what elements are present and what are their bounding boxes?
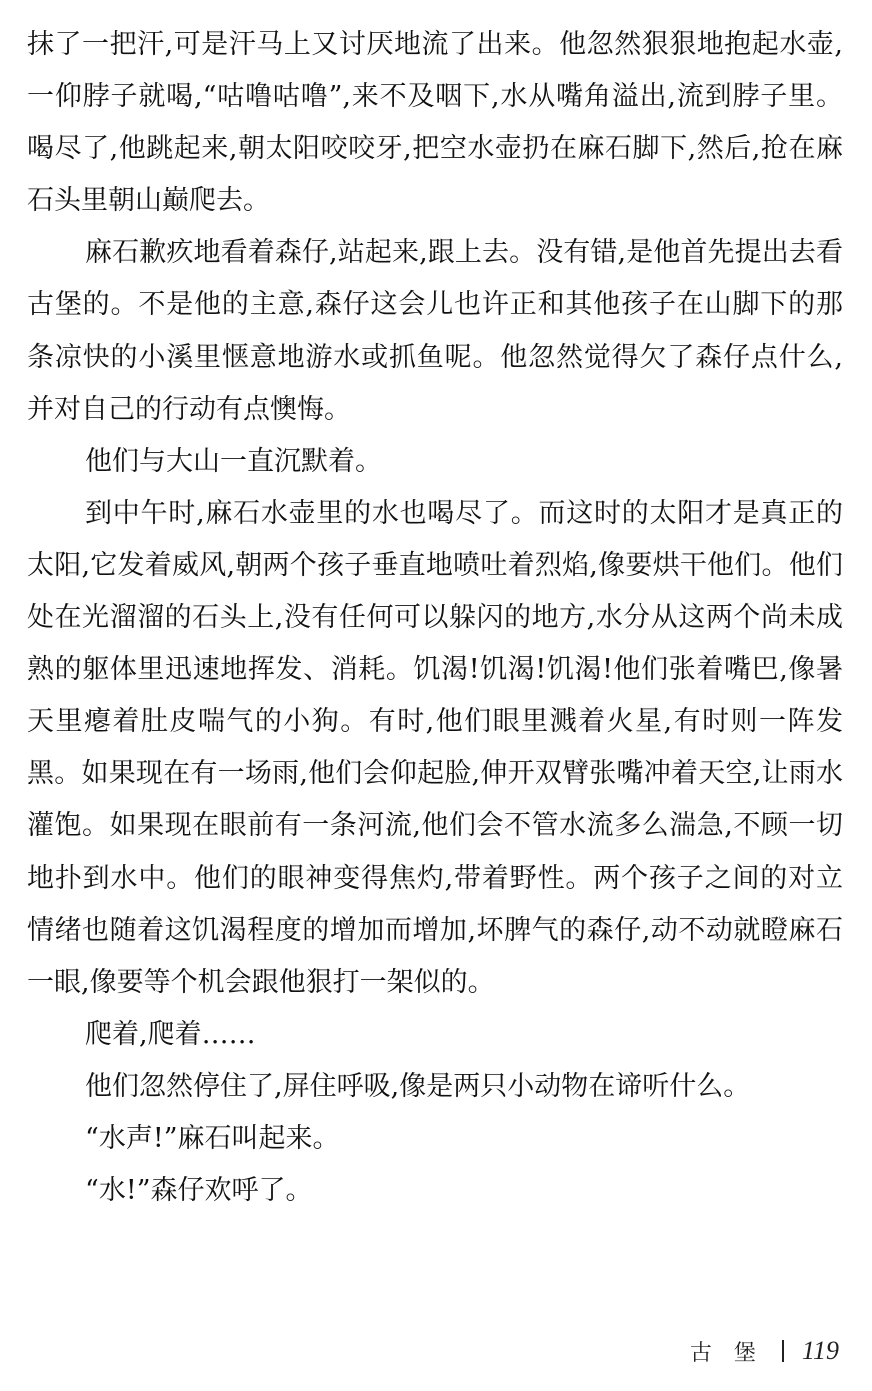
page-footer [690, 1334, 839, 1368]
paragraph: 到中午时,麻石水壶里的水也喝尽了。而这时的太阳才是真正的太阳,它发着威风,朝两个孩子垂直地喷吐着烈焰,像要烘干他们。他们处在光溜溜的石头上,没有任何可以躲闪的地方,水分从这两个尚未成熟的躯体里迅速地挥发、消耗。饥渴!饥渴!饥渴!他们张着嘴巴,像暑天里瘪着肚皮喘气的小狗。有时,他们眼里溅着火星,有时则一阵发黑。如果现在有一场雨,他们会仰起脸,伸开双臂张嘴冲着天空,让雨水灌饱。如果现在眼前有一条河流,他们会不管水流多么湍急,不顾一切地扑到水中。他们的眼神变得焦灼,带着野性。两个孩子之间的对立情绪也随着这饥渴程度的增加而增加,坏脾气的森仔,动不动就瞪麻石一眼,像要等个机会跟他狠打一架似的。 [27, 497, 843, 998]
page-body [27, 19, 843, 1217]
running-title: 古堡 [689, 1340, 778, 1366]
paragraph: “水!”森仔欢呼了。 [85, 1175, 313, 1207]
paragraph: 麻石歉疚地看着森仔,站起来,跟上去。没有错,是他首先提出去看古堡的。不是他的主意,森仔这会儿也许正和其他孩子在山脚下的那条凉快的小溪里惬意地游水或抓鱼呢。他忽然觉得欠了森仔点什么,并对自己的行动有点懊悔。 [27, 237, 843, 425]
paragraph: 抹了一把汗,可是汗马上又讨厌地流了出来。他忽然狠狠地抱起水壶,一仰脖子就喝,“咕噜咕噜”,来不及咽下,水从嘴角溢出,流到脖子里。喝尽了,他跳起来,朝太阳咬咬牙,把空水壶扔在麻石脚下,然后,抢在麻石头里朝山巅爬去。 [27, 29, 843, 217]
paragraph: 他们忽然停住了,屏住呼吸,像是两只小动物在谛听什么。 [85, 1070, 751, 1102]
paragraph: “水声!”麻石叫起来。 [85, 1122, 340, 1154]
paragraph: 爬着,爬着…… [85, 1018, 256, 1050]
footer-divider [782, 1340, 784, 1362]
page-number: 119 [801, 1336, 839, 1365]
paragraph: 他们与大山一直沉默着。 [85, 445, 383, 477]
